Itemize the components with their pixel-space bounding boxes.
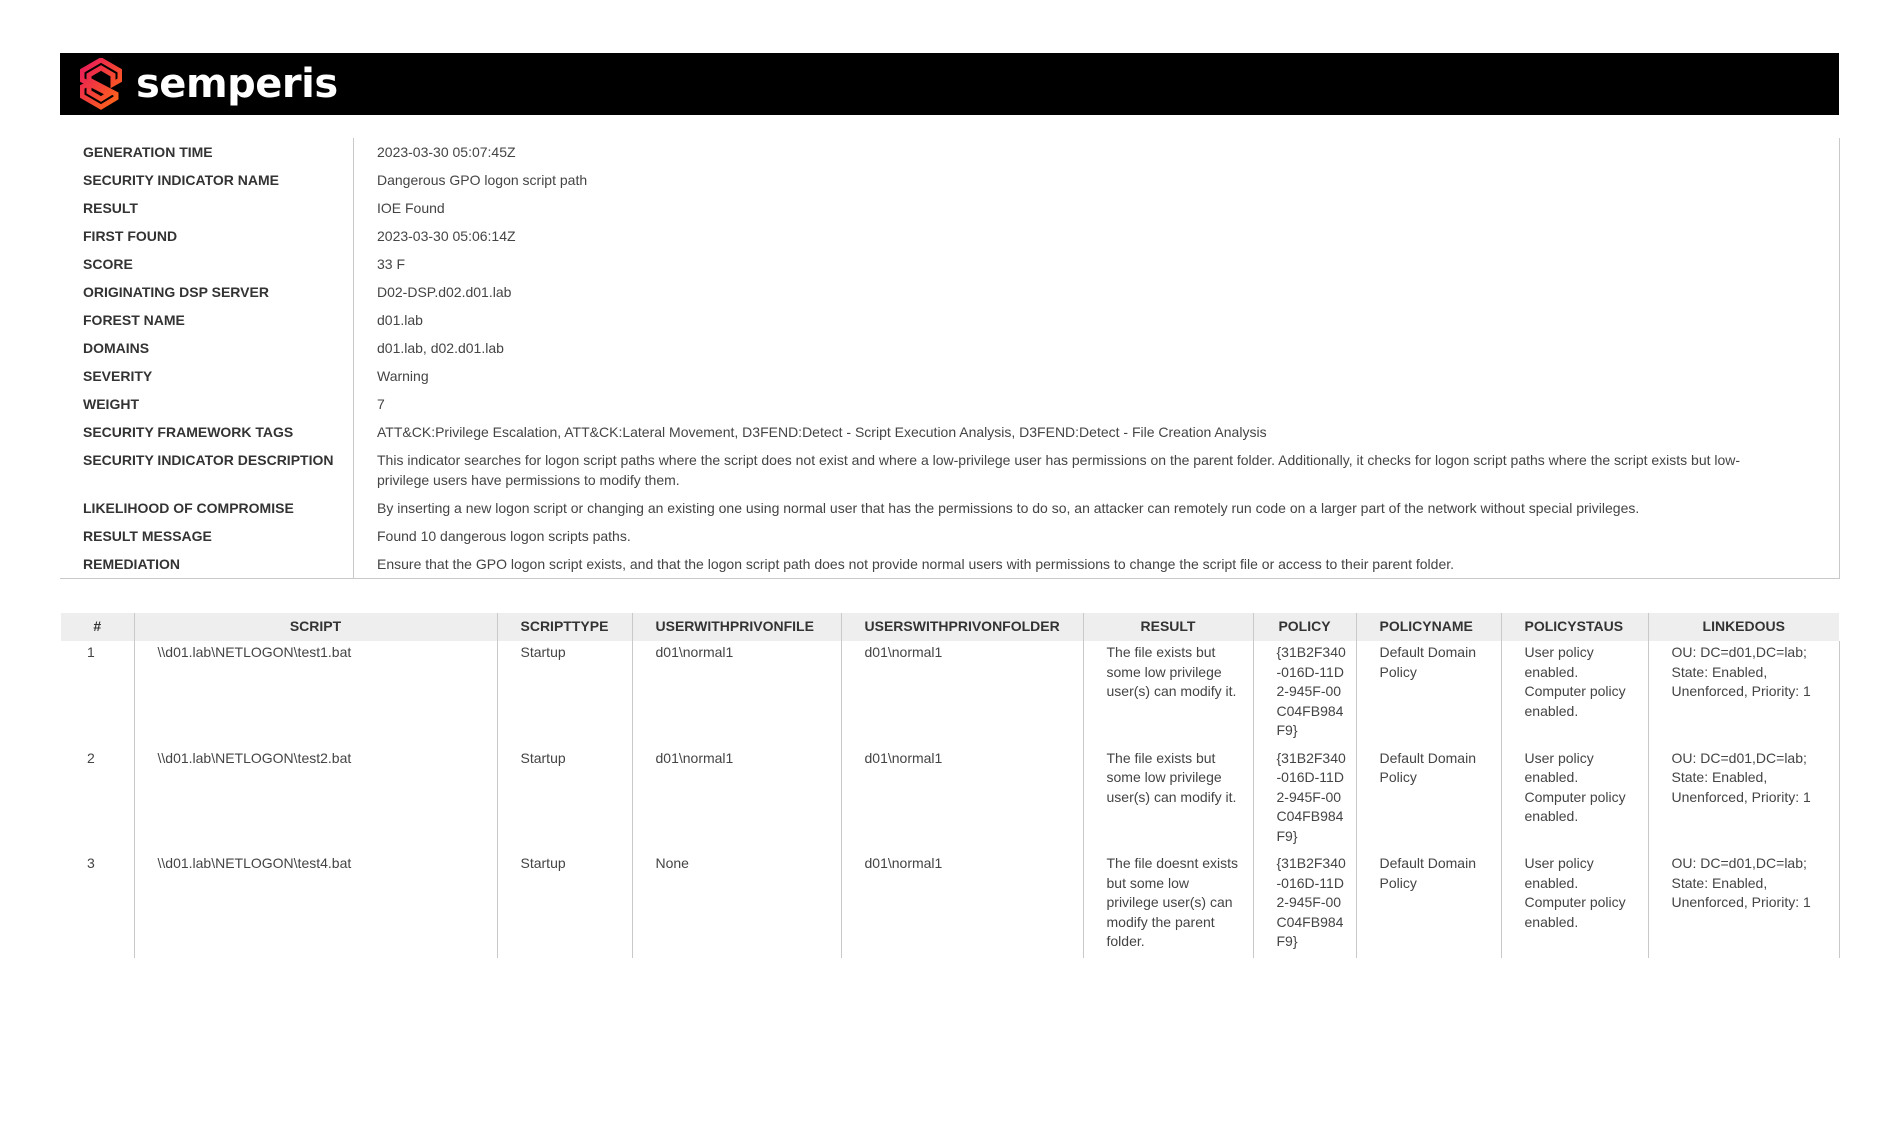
column-header: SCRIPT <box>134 613 497 641</box>
info-value: 2023-03-30 05:07:45Z <box>377 144 516 160</box>
info-value: Found 10 dangerous logon scripts paths. <box>377 528 631 544</box>
table-cell: d01\normal1 <box>841 747 1083 853</box>
info-label: SEVERITY <box>60 362 354 390</box>
info-row <box>60 138 1839 166</box>
info-value: This indicator searches for logon script paths where the script does not exist and where a low-privilege user has permissions on the parent folder. Additionally, it checks for logon script paths where the script exists but low-privilege users have permissions to modify them. <box>377 452 1741 488</box>
table-cell: 2 <box>87 749 95 766</box>
table-cell: {31B2F340-016D-11D2-945F-00C04FB984F9} <box>1253 641 1356 747</box>
indicator-details-table <box>60 138 1840 579</box>
column-header: RESULT <box>1083 613 1253 641</box>
info-value: Ensure that the GPO logon script exists, and that the logon script path does not provide normal users with permissions to change the script file or access to their parent folder. <box>377 556 1455 572</box>
table-cell: \\d01.lab\NETLOGON\test1.bat <box>134 641 497 747</box>
table-cell: \\d01.lab\NETLOGON\test4.bat <box>134 852 497 958</box>
table-cell: d01\normal1 <box>632 747 841 853</box>
column-header: POLICYSTAUS <box>1501 613 1648 641</box>
info-row <box>60 390 1839 418</box>
info-row <box>60 446 1839 494</box>
info-label: GENERATION TIME <box>60 138 354 166</box>
info-value: 33 F <box>377 256 406 272</box>
info-row <box>60 250 1839 278</box>
column-header: USERSWITHPRIVONFOLDER <box>841 613 1083 641</box>
info-label: SCORE <box>60 250 354 278</box>
column-header: SCRIPTTYPE <box>497 613 632 641</box>
info-row <box>60 550 1839 578</box>
table-cell: d01\normal1 <box>632 641 841 747</box>
table-cell: None <box>632 852 841 958</box>
table-cell: OU: DC=d01,DC=lab; State: Enabled, Unenforced, Priority: 1 <box>1648 747 1839 853</box>
info-row <box>60 522 1839 550</box>
info-value: Dangerous GPO logon script path <box>377 172 588 188</box>
info-row <box>60 306 1839 334</box>
table-cell: Default Domain Policy <box>1356 747 1501 853</box>
table-cell: The file doesnt exists but some low privilege user(s) can modify the parent folder. <box>1083 852 1253 958</box>
table-cell: Default Domain Policy <box>1356 852 1501 958</box>
info-label: SECURITY FRAMEWORK TAGS <box>60 418 354 446</box>
info-value: ATT&CK:Privilege Escalation, ATT&CK:Lateral Movement, D3FEND:Detect - Script Execution Analysis, D3FEND:Detect - File Creation Analysis <box>377 424 1267 440</box>
info-row <box>60 278 1839 306</box>
info-label: RESULT <box>60 194 354 222</box>
header-banner <box>60 53 1839 115</box>
table-cell: d01\normal1 <box>841 852 1083 958</box>
results-table <box>61 613 1840 958</box>
info-value: D02-DSP.d02.d01.lab <box>377 284 512 300</box>
table-cell: The file exists but some low privilege user(s) can modify it. <box>1083 641 1253 747</box>
results-header-row <box>61 613 1839 641</box>
info-value: By inserting a new logon script or changing an existing one using normal user that has the permissions to do so, an attacker can remotely run code on a larger part of the network without special privileges. <box>377 500 1640 516</box>
info-row <box>60 418 1839 446</box>
info-label: RESULT MESSAGE <box>60 522 354 550</box>
column-header: POLICY <box>1253 613 1356 641</box>
table-cell: User policy enabled. Computer policy enabled. <box>1501 641 1648 747</box>
column-header: # <box>61 613 134 641</box>
info-label: REMEDIATION <box>60 550 354 578</box>
info-row <box>60 362 1839 390</box>
column-header: USERWITHPRIVONFILE <box>632 613 841 641</box>
info-row <box>60 494 1839 522</box>
table-cell: {31B2F340-016D-11D2-945F-00C04FB984F9} <box>1253 747 1356 853</box>
info-label: LIKELIHOOD OF COMPROMISE <box>60 494 354 522</box>
info-value: d01.lab, d02.d01.lab <box>377 340 504 356</box>
info-row <box>60 222 1839 250</box>
table-cell: The file exists but some low privilege user(s) can modify it. <box>1083 747 1253 853</box>
table-cell: User policy enabled. Computer policy enabled. <box>1501 747 1648 853</box>
info-value: Warning <box>377 368 429 384</box>
column-header: POLICYNAME <box>1356 613 1501 641</box>
table-cell: {31B2F340-016D-11D2-945F-00C04FB984F9} <box>1253 852 1356 958</box>
table-cell: \\d01.lab\NETLOGON\test2.bat <box>134 747 497 853</box>
brand-logo <box>80 58 338 110</box>
info-value: IOE Found <box>377 200 445 216</box>
table-cell: OU: DC=d01,DC=lab; State: Enabled, Unenforced, Priority: 1 <box>1648 852 1839 958</box>
table-cell: Default Domain Policy <box>1356 641 1501 747</box>
table-cell: Startup <box>497 641 632 747</box>
table-cell: Startup <box>497 747 632 853</box>
semperis-logo-icon <box>80 58 122 110</box>
info-value: 7 <box>377 396 385 412</box>
info-label: ORIGINATING DSP SERVER <box>60 278 354 306</box>
table-row <box>61 641 1839 747</box>
info-row <box>60 334 1839 362</box>
info-label: WEIGHT <box>60 390 354 418</box>
info-row <box>60 166 1839 194</box>
info-label: FIRST FOUND <box>60 222 354 250</box>
column-header: LINKEDOUS <box>1648 613 1839 641</box>
info-label: DOMAINS <box>60 334 354 362</box>
info-label: SECURITY INDICATOR DESCRIPTION <box>60 446 354 494</box>
info-label: SECURITY INDICATOR NAME <box>60 166 354 194</box>
table-cell: User policy enabled. Computer policy enabled. <box>1501 852 1648 958</box>
info-row <box>60 194 1839 222</box>
table-cell: d01\normal1 <box>841 641 1083 747</box>
table-row <box>61 747 1839 853</box>
table-row <box>61 852 1839 958</box>
table-cell: Startup <box>497 852 632 958</box>
info-label: FOREST NAME <box>60 306 354 334</box>
brand-name: semperis <box>136 61 338 107</box>
table-cell: 3 <box>87 855 95 871</box>
table-cell: OU: DC=d01,DC=lab; State: Enabled, Unenforced, Priority: 1 <box>1648 641 1839 747</box>
table-cell: 1 <box>87 644 95 660</box>
info-value: 2023-03-30 05:06:14Z <box>377 228 516 244</box>
info-value: d01.lab <box>377 312 423 328</box>
